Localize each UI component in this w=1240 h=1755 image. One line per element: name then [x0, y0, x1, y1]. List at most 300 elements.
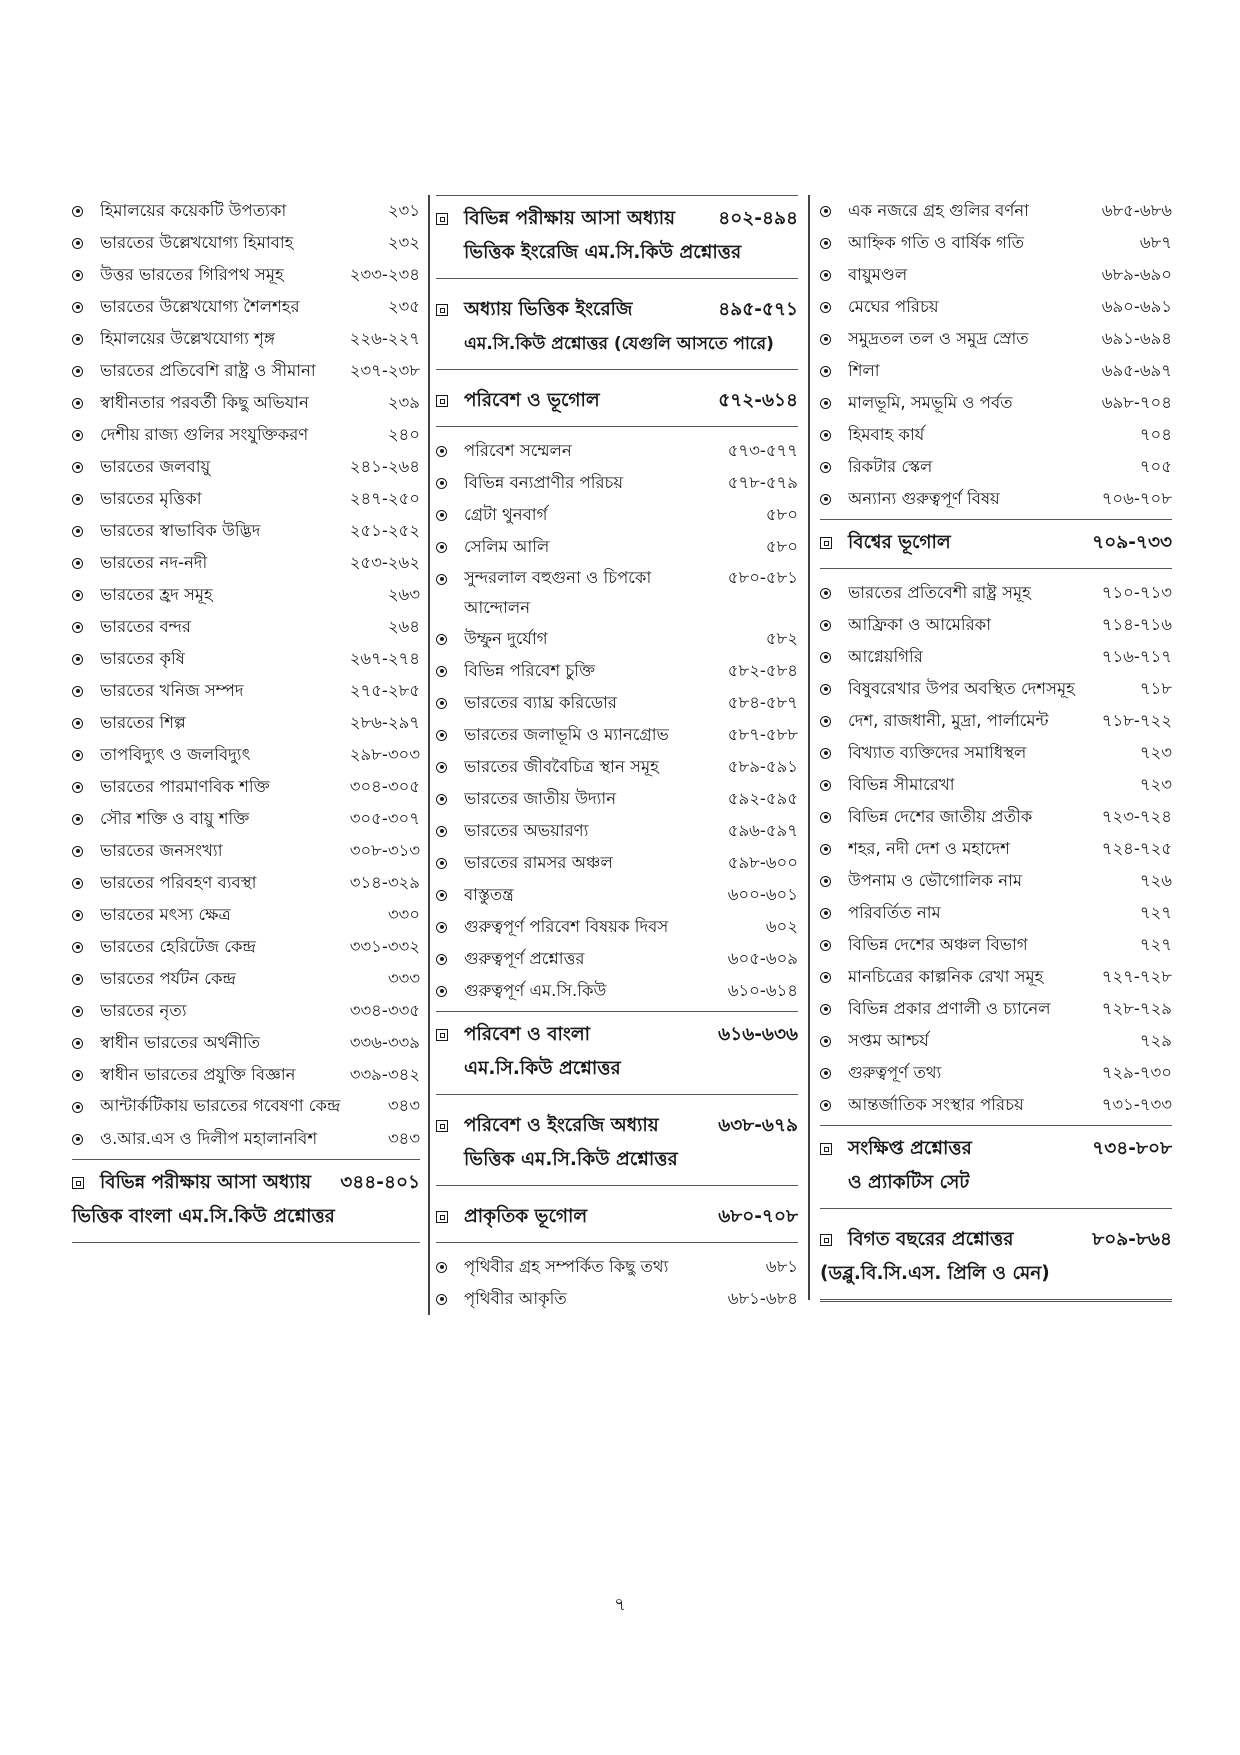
section-subtitle: ও প্র্যাকটিস সেট	[848, 1172, 970, 1193]
toc-item[interactable]	[436, 911, 798, 943]
toc-item-title: হিমবাহ কার্য	[848, 425, 925, 444]
toc-item-title: ভারতের পর্যটন কেন্দ্র	[100, 969, 236, 988]
circle-bullet-icon	[820, 1089, 848, 1121]
toc-item-page: ৫৯২-৫৯৫	[727, 789, 798, 808]
toc-item[interactable]	[820, 801, 1172, 833]
toc-section[interactable]	[72, 1159, 420, 1243]
toc-item-title: ভারতের অভয়ারণ্য	[464, 821, 589, 840]
toc-section[interactable]	[436, 1194, 798, 1243]
toc-item[interactable]	[72, 227, 420, 259]
toc-item[interactable]	[820, 993, 1172, 1025]
toc-item-page: ২৩৩-২৩৪	[349, 265, 420, 284]
toc-item-title: বিষুবরেখার উপর অবস্থিত দেশসমূহ	[848, 679, 1075, 698]
circle-bullet-icon	[820, 993, 848, 1025]
circle-bullet-icon	[820, 355, 848, 387]
toc-item-title: ভারতের শিল্প	[100, 713, 186, 732]
toc-item-page: ৭১৬-৭১৭	[1101, 647, 1172, 666]
toc-item[interactable]	[72, 707, 420, 739]
toc-item-title: সৌর শক্তি ও বায়ু শক্তি	[100, 809, 250, 828]
toc-item-page: ২৭৫-২৮৫	[349, 681, 420, 700]
toc-item[interactable]	[820, 737, 1172, 769]
toc-item[interactable]	[436, 435, 798, 467]
circle-bullet-icon	[72, 995, 100, 1027]
circle-bullet-icon	[72, 355, 100, 387]
circle-bullet-icon	[72, 483, 100, 515]
toc-section[interactable]	[820, 1217, 1172, 1302]
toc-item-title: সেলিম আলি	[464, 537, 550, 556]
toc-item[interactable]	[72, 419, 420, 451]
toc-item-page: ৫৭৩-৫৭৭	[727, 441, 798, 460]
toc-item-title: ভারতের পরিবহণ ব্যবস্থা	[100, 873, 257, 892]
toc-item-title: আন্তর্জাতিক সংস্থার পরিচয়	[848, 1095, 1024, 1114]
toc-item[interactable]	[436, 531, 798, 563]
toc-item-page: ৭২৪-৭২৫	[1101, 839, 1172, 858]
section-page: ৬৮০-৭০৮	[718, 1206, 798, 1227]
toc-item-page: ৬৮৫-৬৮৬	[1101, 201, 1172, 220]
circle-bullet-icon	[436, 435, 464, 467]
section-title: বিভিন্ন পরীক্ষায় আসা অধ্যায়	[100, 1172, 312, 1193]
toc-list	[436, 435, 798, 1007]
toc-section[interactable]	[436, 287, 798, 370]
toc-item[interactable]	[820, 291, 1172, 323]
toc-item-page: ২৬৭-২৭৪	[349, 649, 420, 668]
toc-item[interactable]	[436, 719, 798, 751]
circle-bullet-icon	[436, 719, 464, 751]
circle-bullet-icon	[436, 911, 464, 943]
section-page: ৪৯৫-৫৭১	[718, 299, 798, 320]
toc-item[interactable]	[820, 769, 1172, 801]
section-title: অধ্যায় ভিত্তিক ইংরেজি	[464, 299, 633, 320]
toc-item-page: ২৫১-২৫২	[349, 521, 420, 540]
toc-item[interactable]	[72, 483, 420, 515]
toc-item-page: ২৩২	[387, 233, 420, 252]
toc-item[interactable]	[436, 687, 798, 719]
toc-item[interactable]	[436, 783, 798, 815]
toc-item[interactable]	[72, 291, 420, 323]
toc-item-title: আফ্রিকা ও আমেরিকা	[848, 615, 991, 634]
circle-bullet-icon	[72, 387, 100, 419]
circle-bullet-icon	[436, 847, 464, 879]
toc-item-title: শিলা	[848, 361, 880, 380]
toc-item-title: ভারতের মৎস্য ক্ষেত্র	[100, 905, 231, 924]
toc-item[interactable]	[820, 355, 1172, 387]
circle-bullet-icon	[72, 867, 100, 899]
toc-item-title: স্বাধীন ভারতের প্রযুক্তি বিজ্ঞান	[100, 1065, 296, 1084]
toc-item-page: ৩৩৩	[387, 969, 420, 988]
toc-item-title: ভারতের পারমাণবিক শক্তি	[100, 777, 270, 796]
toc-item[interactable]	[72, 515, 420, 547]
toc-item-page: ৭২৩-৭২৪	[1101, 807, 1172, 826]
toc-item[interactable]	[820, 387, 1172, 419]
toc-item[interactable]	[72, 803, 420, 835]
circle-bullet-icon	[72, 1027, 100, 1059]
toc-item[interactable]	[820, 227, 1172, 259]
toc-item-title: গুরুত্বপূর্ণ তথ্য	[848, 1063, 942, 1082]
toc-column-3	[820, 195, 1172, 1310]
toc-item-page: ৩০৪-৩০৫	[349, 777, 420, 796]
toc-section[interactable]	[436, 1103, 798, 1186]
toc-item-page: ৩৩১-৩৩২	[349, 937, 420, 956]
toc-item-page: ৫৮২	[765, 629, 798, 648]
toc-item[interactable]	[72, 995, 420, 1027]
column-divider	[808, 195, 810, 1300]
circle-bullet-icon	[820, 641, 848, 673]
toc-item-page: ৬৯৫-৬৯৭	[1101, 361, 1172, 380]
toc-item[interactable]	[72, 771, 420, 803]
section-title: সংক্ষিপ্ত প্রশ্নোত্তর	[848, 1138, 972, 1159]
section-title: বিভিন্ন পরীক্ষায় আসা অধ্যায়	[464, 208, 676, 229]
toc-item-page: ২৬৪	[387, 617, 420, 636]
circle-bullet-icon	[436, 879, 464, 911]
toc-item-title: এক নজরে গ্রহ গুলির বর্ণনা	[848, 201, 1029, 220]
toc-item-title: ভারতের নৃত্য	[100, 1001, 187, 1020]
toc-item[interactable]	[72, 451, 420, 483]
section-page: ৬৩৮-৬৭৯	[718, 1115, 798, 1136]
toc-item[interactable]	[436, 1283, 798, 1315]
toc-section[interactable]	[436, 1011, 798, 1095]
toc-item-title: অন্যান্য গুরুত্বপূর্ণ বিষয়	[848, 489, 1000, 508]
toc-item[interactable]	[820, 833, 1172, 865]
toc-item-title: বিভিন্ন সীমারেখা	[848, 775, 955, 794]
toc-item[interactable]	[436, 563, 798, 623]
toc-item-page: ৫৮৭-৫৮৮	[727, 725, 798, 744]
section-title: বিশ্বের ভূগোল	[848, 532, 951, 553]
toc-item-page: ২৬৩	[387, 585, 420, 604]
toc-item[interactable]	[820, 897, 1172, 929]
toc-item-page: ৫৮০-৫৮১	[727, 568, 798, 587]
toc-item[interactable]	[820, 1089, 1172, 1121]
toc-item-title: স্বাধীনতার পরবর্তী কিছু অভিযান	[100, 393, 309, 412]
toc-item-title: মেঘের পরিচয়	[848, 297, 939, 316]
toc-section[interactable]	[436, 195, 798, 279]
toc-item-page: ২২৬-২২৭	[349, 329, 420, 348]
toc-item-title: আহ্নিক গতি ও বার্ষিক গতি	[848, 233, 1025, 252]
circle-bullet-icon	[820, 705, 848, 737]
toc-item-title: আগ্নেয়গিরি	[848, 647, 923, 666]
toc-item-title: ভারতের জলাভূমি ও ম্যানগ্রোভ	[464, 725, 669, 744]
toc-item[interactable]	[820, 929, 1172, 961]
toc-item[interactable]	[436, 751, 798, 783]
circle-bullet-icon	[820, 801, 848, 833]
toc-item-page: ৬৯০-৬৯১	[1101, 297, 1172, 316]
toc-item-title: পৃথিবীর গ্রহ সম্পর্কিত কিছু তথ্য	[464, 1257, 669, 1276]
toc-item[interactable]	[820, 1025, 1172, 1057]
circle-bullet-icon	[436, 531, 464, 563]
toc-item[interactable]	[72, 675, 420, 707]
circle-bullet-icon	[72, 611, 100, 643]
toc-item[interactable]	[820, 641, 1172, 673]
circle-bullet-icon	[820, 323, 848, 355]
toc-item[interactable]	[436, 623, 798, 655]
toc-item-page: ৩৪৩	[387, 1129, 420, 1148]
square-bullet-icon	[436, 1200, 464, 1234]
toc-item-page: ৩৩৪-৩৩৫	[349, 1001, 420, 1020]
toc-item[interactable]	[72, 963, 420, 995]
circle-bullet-icon	[820, 451, 848, 483]
toc-item-page: ৫৮০	[765, 505, 798, 524]
toc-item[interactable]	[72, 387, 420, 419]
toc-item[interactable]	[72, 1123, 420, 1155]
toc-item-title: তাপবিদ্যুৎ ও জলবিদ্যুৎ	[100, 745, 251, 764]
toc-item-title: ভারতের হ্রদ সমূহ	[100, 585, 213, 604]
toc-item-title: গুরুত্বপূর্ণ পরিবেশ বিষয়ক দিবস	[464, 917, 669, 936]
toc-item-page: ৭২৩	[1139, 743, 1172, 762]
toc-item-title: মালভূমি, সমভূমি ও পর্বত	[848, 393, 1013, 412]
toc-item-title: বিভিন্ন দেশের জাতীয় প্রতীক	[848, 807, 1033, 826]
toc-item[interactable]	[820, 1057, 1172, 1089]
toc-item-title: ও.আর.এস ও দিলীপ মহালানবিশ	[100, 1129, 318, 1148]
toc-item-title: ভারতের হেরিটেজ কেন্দ্র	[100, 937, 256, 956]
toc-section[interactable]	[820, 1125, 1172, 1209]
toc-item-page: ২৪৭-২৫০	[349, 489, 420, 508]
toc-item-title: পৃথিবীর আকৃতি	[464, 1289, 567, 1308]
section-title: পরিবেশ ও বাংলা	[464, 1024, 590, 1045]
toc-item[interactable]	[436, 847, 798, 879]
circle-bullet-icon	[72, 291, 100, 323]
toc-item[interactable]	[72, 547, 420, 579]
toc-item-page: ৭২৬	[1139, 871, 1172, 890]
circle-bullet-icon	[820, 769, 848, 801]
toc-item-title: হিমালয়ের উল্লেখযোগ্য শৃঙ্গ	[100, 329, 275, 348]
toc-list	[820, 195, 1172, 515]
toc-list	[436, 1251, 798, 1315]
toc-item[interactable]	[436, 815, 798, 847]
toc-item-page: ৩৩৯-৩৪২	[349, 1065, 420, 1084]
toc-item-page: ৫৮৪-৫৮৭	[727, 693, 798, 712]
toc-item-title: ভারতের প্রতিবেশী রাষ্ট্র সমূহ	[848, 583, 1031, 602]
toc-item-page: ২৪১-২৬৪	[349, 457, 420, 476]
toc-item[interactable]	[72, 867, 420, 899]
toc-item-page: ২৮৬-২৯৭	[349, 713, 420, 732]
toc-item[interactable]	[820, 451, 1172, 483]
page-number: ৭	[614, 1594, 626, 1615]
toc-item-page: ৭২৯-৭৩০	[1101, 1063, 1172, 1082]
toc-list	[72, 195, 420, 1155]
square-bullet-icon	[436, 384, 464, 418]
section-page: ৪০২-৪৯৪	[718, 208, 798, 229]
toc-item-title: হিমালয়ের কয়েকটি উপত্যকা	[100, 201, 287, 220]
circle-bullet-icon	[436, 623, 464, 655]
toc-item[interactable]	[436, 1251, 798, 1283]
circle-bullet-icon	[72, 1091, 100, 1123]
circle-bullet-icon	[820, 1025, 848, 1057]
toc-item[interactable]	[820, 961, 1172, 993]
toc-item-page: ২৯৮-৩০৩	[349, 745, 420, 764]
toc-item[interactable]	[72, 611, 420, 643]
toc-item[interactable]	[72, 739, 420, 771]
circle-bullet-icon	[72, 419, 100, 451]
toc-item-page: ৫৮০	[765, 537, 798, 556]
toc-item-page: ৫৮৯-৫৯১	[727, 757, 798, 776]
toc-item[interactable]	[436, 655, 798, 687]
circle-bullet-icon	[436, 499, 464, 531]
toc-item-page: ৬৯১-৬৯৪	[1101, 329, 1172, 348]
toc-item[interactable]	[72, 195, 420, 227]
circle-bullet-icon	[72, 835, 100, 867]
toc-item[interactable]	[72, 1027, 420, 1059]
toc-item[interactable]	[820, 195, 1172, 227]
toc-item-title: বিখ্যাত ব্যক্তিদের সমাধিস্থল	[848, 743, 1027, 762]
circle-bullet-icon	[436, 751, 464, 783]
toc-item[interactable]	[72, 323, 420, 355]
circle-bullet-icon	[72, 771, 100, 803]
circle-bullet-icon	[436, 975, 464, 1007]
toc-item-page: ৩০৮-৩১৩	[349, 841, 420, 860]
toc-item[interactable]	[436, 879, 798, 911]
toc-item-page: ৬০০-৬০১	[727, 885, 798, 904]
toc-item-title: গুরুত্বপূর্ণ এম.সি.কিউ	[464, 981, 607, 1000]
toc-item-page: ৩৩৬-৩৩৯	[349, 1033, 420, 1052]
toc-item-page: ৫৯৮-৬০০	[727, 853, 798, 872]
toc-item[interactable]	[820, 259, 1172, 291]
circle-bullet-icon	[72, 323, 100, 355]
toc-column-1	[72, 195, 420, 1251]
circle-bullet-icon	[436, 815, 464, 847]
toc-item-page: ২৪০	[387, 425, 420, 444]
circle-bullet-icon	[820, 577, 848, 609]
toc-item-page: ৩০৫-৩০৭	[349, 809, 420, 828]
toc-item[interactable]	[72, 1059, 420, 1091]
section-subtitle: এম.সি.কিউ প্রশ্নোত্তর (যেগুলি আসতে পারে)	[464, 334, 774, 354]
toc-item-title: বিভিন্ন প্রকার প্রণালী ও চ্যানেল	[848, 999, 1051, 1018]
circle-bullet-icon	[436, 563, 464, 595]
toc-item-page: ৩৩০	[387, 905, 420, 924]
toc-item-page: ৭৩১-৭৩৩	[1101, 1095, 1172, 1114]
toc-item-page: ৬০২	[765, 917, 798, 936]
square-bullet-icon	[436, 1109, 464, 1143]
circle-bullet-icon	[820, 673, 848, 705]
toc-item[interactable]	[820, 673, 1172, 705]
toc-item-title: ভারতের বন্দর	[100, 617, 191, 636]
circle-bullet-icon	[820, 1057, 848, 1089]
toc-list	[820, 577, 1172, 1121]
toc-item[interactable]	[436, 499, 798, 531]
section-title: প্রাকৃতিক ভূগোল	[464, 1206, 588, 1227]
toc-item-title: মানচিত্রের কাল্পনিক রেখা সমূহ	[848, 967, 1044, 986]
toc-item[interactable]	[820, 577, 1172, 609]
toc-item-title: পরিবেশ সম্মেলন	[464, 441, 572, 460]
toc-item-page: ৭০৪	[1139, 425, 1172, 444]
toc-item-page: ২৩৯	[387, 393, 420, 412]
toc-item-page: ৬৮৯-৬৯০	[1101, 265, 1172, 284]
section-subtitle: (ডব্লু.বি.সি.এস. প্রিলি ও মেন)	[820, 1263, 1050, 1284]
toc-item[interactable]	[820, 865, 1172, 897]
toc-item-page: ৭২৯	[1139, 1031, 1172, 1050]
toc-item[interactable]	[820, 483, 1172, 515]
toc-item[interactable]	[72, 259, 420, 291]
square-bullet-icon	[436, 293, 464, 327]
toc-item-page: ৬৮৭	[1139, 233, 1172, 252]
toc-item[interactable]	[72, 643, 420, 675]
section-page: ৩৪৪-৪০১	[340, 1172, 420, 1193]
circle-bullet-icon	[72, 707, 100, 739]
toc-item-title: ভারতের ব্যাঘ্র করিডোর	[464, 693, 617, 712]
square-bullet-icon	[820, 1223, 848, 1257]
circle-bullet-icon	[820, 897, 848, 929]
section-title: বিগত বছরের প্রশ্নোত্তর	[848, 1229, 1014, 1250]
toc-item-title: গুরুত্বপূর্ণ প্রশ্নোত্তর	[464, 949, 585, 968]
toc-item-title: ভারতের মৃত্তিকা	[100, 489, 202, 508]
toc-item-page: ৭২৭	[1139, 903, 1172, 922]
toc-item-page: ৭২৩	[1139, 775, 1172, 794]
toc-item[interactable]	[72, 1091, 420, 1123]
toc-item-title: উম্ফুন দুর্যোগ	[464, 629, 548, 648]
section-subtitle: ভিত্তিক এম.সি.কিউ প্রশ্নোত্তর	[464, 1149, 678, 1170]
toc-item-page: ৭১৮-৭২২	[1101, 711, 1172, 730]
circle-bullet-icon	[72, 515, 100, 547]
toc-item-page: ৫৮২-৫৮৪	[727, 661, 798, 680]
toc-item[interactable]	[820, 419, 1172, 451]
section-title: পরিবেশ ও ভূগোল	[464, 390, 600, 411]
toc-item-title: সুন্দরলাল বহুগুনা ও চিপকো আন্দোলন	[464, 568, 652, 617]
toc-item[interactable]	[436, 975, 798, 1007]
toc-item-title: ভারতের জলবায়ু	[100, 457, 211, 476]
toc-item-page: ৭২৭	[1139, 935, 1172, 954]
square-bullet-icon	[820, 526, 848, 560]
circle-bullet-icon	[436, 1251, 464, 1283]
toc-section[interactable]	[820, 519, 1172, 569]
toc-item-title: উত্তর ভারতের গিরিপথ সমূহ	[100, 265, 284, 284]
toc-item[interactable]	[72, 355, 420, 387]
section-subtitle: ভিত্তিক ইংরেজি এম.সি.কিউ প্রশ্নোত্তর	[464, 242, 742, 263]
circle-bullet-icon	[72, 579, 100, 611]
toc-item-page: ৭০৫	[1139, 457, 1172, 476]
circle-bullet-icon	[72, 227, 100, 259]
toc-item-page: ৭২৮-৭২৯	[1101, 999, 1172, 1018]
toc-item-title: আন্টার্কটিকায় ভারতের গবেষণা কেন্দ্র	[100, 1096, 341, 1115]
toc-item[interactable]	[72, 835, 420, 867]
toc-item-title: বায়ুমণ্ডল	[848, 265, 908, 284]
circle-bullet-icon	[72, 1059, 100, 1091]
circle-bullet-icon	[436, 1283, 464, 1315]
toc-item-title: বাস্তুতন্ত্র	[464, 885, 514, 904]
toc-item[interactable]	[72, 579, 420, 611]
circle-bullet-icon	[820, 419, 848, 451]
circle-bullet-icon	[820, 833, 848, 865]
toc-item-page: ৭১৪-৭১৬	[1101, 615, 1172, 634]
toc-item-page: ৫৭৮-৫৭৯	[727, 473, 798, 492]
toc-item[interactable]	[72, 899, 420, 931]
toc-item-page: ৬০৫-৬০৯	[727, 949, 798, 968]
circle-bullet-icon	[72, 259, 100, 291]
circle-bullet-icon	[72, 195, 100, 227]
toc-section[interactable]	[436, 378, 798, 427]
toc-item-title: স্বাধীন ভারতের অর্থনীতি	[100, 1033, 261, 1052]
toc-item-page: ২৩১	[387, 201, 420, 220]
toc-item-page: ৭০৬-৭০৮	[1101, 489, 1172, 508]
toc-item-page: ৬১০-৬১৪	[727, 981, 798, 1000]
toc-item[interactable]	[72, 931, 420, 963]
circle-bullet-icon	[820, 609, 848, 641]
toc-item-title: সপ্তম আশ্চর্য	[848, 1031, 929, 1050]
circle-bullet-icon	[436, 655, 464, 687]
toc-item-page: ৬৯৮-৭০৪	[1101, 393, 1172, 412]
circle-bullet-icon	[436, 687, 464, 719]
circle-bullet-icon	[72, 931, 100, 963]
toc-item[interactable]	[436, 467, 798, 499]
toc-item[interactable]	[436, 943, 798, 975]
square-bullet-icon	[436, 1018, 464, 1052]
toc-item-title: ভারতের নদ-নদী	[100, 553, 208, 572]
square-bullet-icon	[72, 1166, 100, 1200]
toc-item-title: দেশ, রাজধানী, মুদ্রা, পার্লামেন্ট	[848, 711, 1049, 730]
toc-item[interactable]	[820, 705, 1172, 737]
toc-item-title: শহর, নদী দেশ ও মহাদেশ	[848, 839, 1010, 858]
toc-item[interactable]	[820, 323, 1172, 355]
toc-item[interactable]	[820, 609, 1172, 641]
toc-item-title: ভারতের জাতীয় উদ্যান	[464, 789, 617, 808]
toc-item-title: ভারতের কৃষি	[100, 649, 185, 668]
